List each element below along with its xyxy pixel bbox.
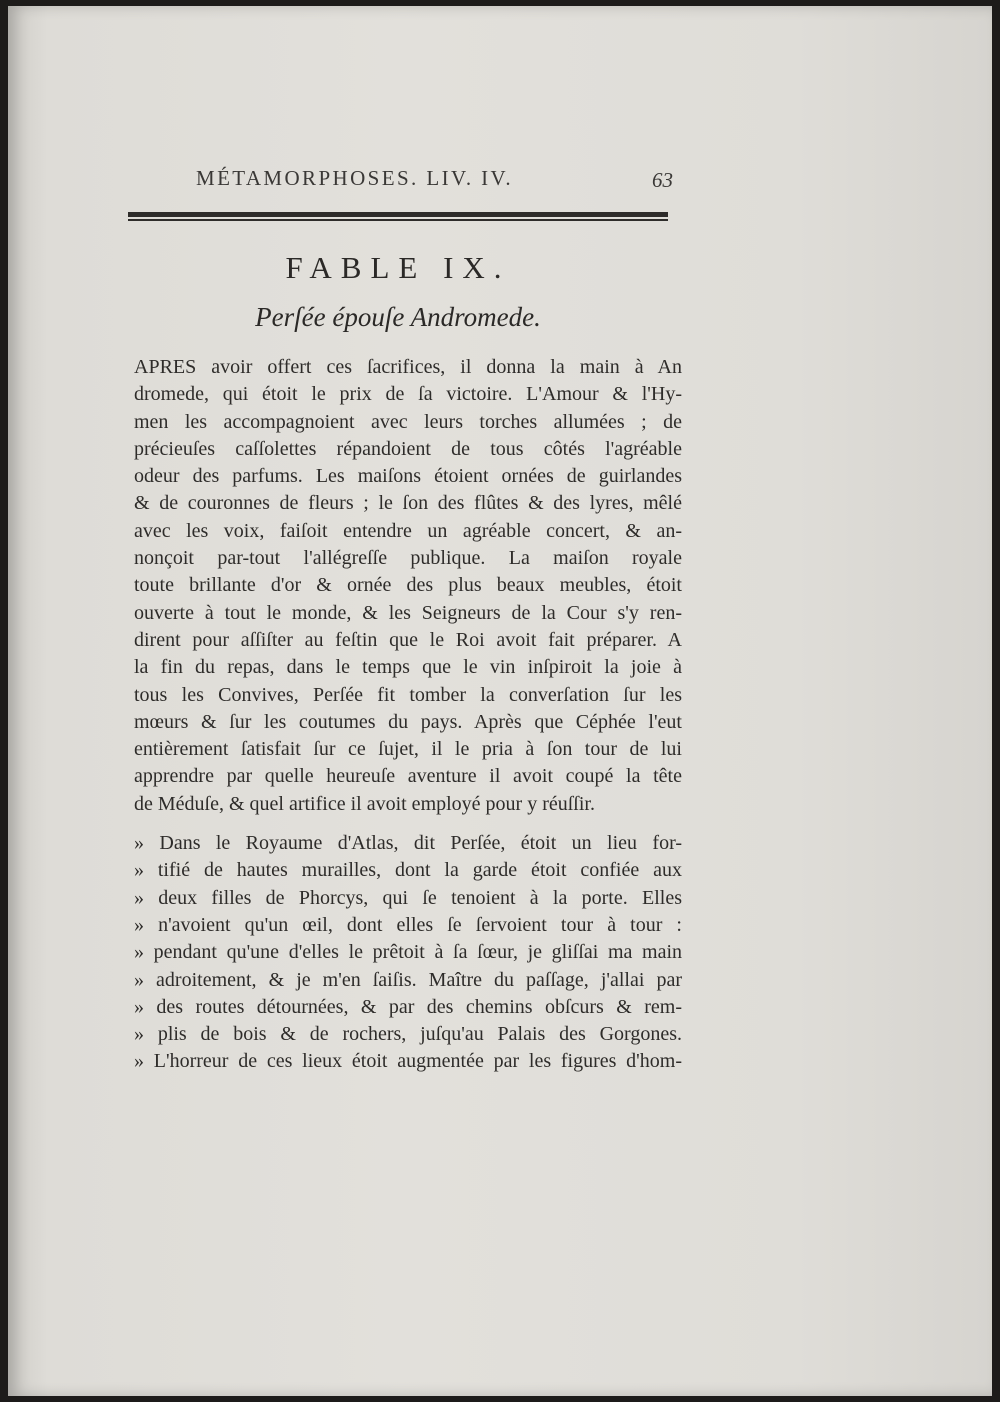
text-line: men les accompagnoient avec leurs torches allumées ; de [134,410,682,433]
text-line: avec les voix, faiſoit entendre un agréable concert, & an- [134,519,682,542]
text-line: » n'avoient qu'un œil, dont elles ſe ſervoient tour à tour : [134,913,682,936]
fable-subtitle: Perſée épouſe Andromede. [255,302,541,332]
text-line: précieuſes caſſolettes répandoient de tous côtés l'agréable [134,437,682,460]
text-line: » des routes détournées, & par des chemins obſcurs & rem- [134,995,682,1018]
header-rule-thin [128,219,668,221]
text-line: » deux filles de Phorcys, qui ſe tenoient à la porte. Elles [134,886,682,909]
text-line: » pendant qu'une d'elles le prêtoit à ſa ſœur, je gliſſai ma main [134,941,682,964]
text-line: & de couronnes de fleurs ; le ſon des flûtes & des lyres, mêlé [134,492,682,515]
text-line: » L'horreur de ces lieux étoit augmentée par les figures d'hom- [134,1050,682,1073]
text-line: ouverte à tout le monde, & les Seigneurs de la Cour s'y ren- [134,601,682,624]
text-line: tous les Convives, Perſée fit tomber la converſation ſur les [134,683,682,706]
header-rule-thick [128,212,668,217]
book-page [8,6,992,1396]
text-line: apprendre par quelle heureuſe aventure il avoit coupé la tête [134,765,682,788]
running-head [178,162,698,192]
text-line: dirent pour aſſiſter au feſtin que le Roi avoit fait préparer. A [134,628,682,651]
text-line: » plis de bois & de rochers, juſqu'au Palais des Gorgones. [134,1023,682,1046]
running-head-title: MÉTAMORPHOSES. LIV. IV. [196,166,514,190]
text-line: entièrement ſatisfait ſur ce ſujet, il le pria à ſon tour de lui [134,738,682,761]
fable-title: FABLE IX. [285,250,511,285]
page-number: 63 [652,168,673,192]
text-line: de Méduſe, & quel artifice il avoit employé pour y réuſſir. [134,792,595,815]
text-line: odeur des parfums. Les maiſons étoient ornées de guirlandes [134,465,682,488]
text-line: » adroitement, & je m'en ſaiſis. Maître du paſſage, j'allai par [134,968,682,991]
text-line: mœurs & ſur les coutumes du pays. Après que Céphée l'eut [134,710,682,733]
text-line: APRES avoir offert ces ſacrifices, il donna la main à An [134,356,682,378]
text-line: dromede, qui étoit le prix de ſa victoire. L'Amour & l'Hy- [134,383,682,406]
text-line: » tifié de hautes murailles, dont la garde étoit confiée aux [134,859,682,882]
text-line: toute brillante d'or & ornée des plus beaux meubles, étoit [134,574,682,597]
body-text [134,354,682,1076]
paragraph-1 [134,354,682,818]
text-line: » Dans le Royaume d'Atlas, dit Perſée, étoit un lieu for- [134,832,682,855]
text-line: nonçoit par-tout l'allégreſſe publique. La maiſon royale [134,547,682,570]
text-line: la fin du repas, dans le temps que le vin inſpiroit la joie à [134,656,682,679]
paragraph-2 [134,830,682,1076]
